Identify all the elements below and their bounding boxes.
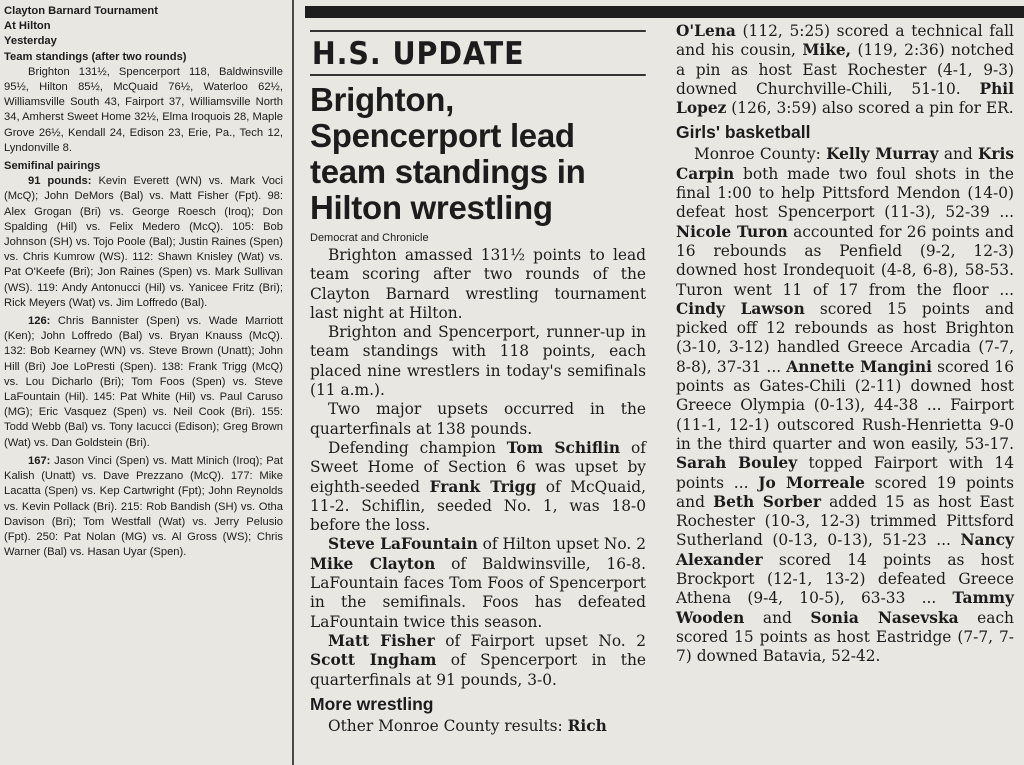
name-bold: Beth Sorber (713, 492, 821, 511)
section-bar (305, 6, 1024, 18)
subhead-more-wrestling: More wrestling (310, 693, 434, 714)
name-bold: Nicole Turon (676, 222, 788, 241)
name-bold: Mike Clayton (310, 554, 436, 573)
pairing-block (4, 454, 283, 560)
standings-title: Team standings (after two rounds) (4, 50, 187, 63)
section-kicker: H.S. UPDATE (310, 30, 646, 76)
name-bold: Rich (567, 716, 607, 735)
tournament-name: Clayton Barnard Tournament (4, 5, 158, 17)
article-body-continued (676, 22, 1014, 667)
column-divider (292, 0, 294, 765)
text-run: Defending champion (328, 438, 507, 457)
text-run: and (744, 608, 811, 627)
text-run: added 15 as host East Rochester (10-3, 12-3) trimmed Pittsford Sutherland (0-13, 0-13), 51-23 ... (676, 492, 1014, 550)
paragraph (676, 22, 1014, 118)
pairing-text: Chris Bannister (Spen) vs. Wade Marriott (Ken); John Loffredo (Bal) vs. Bryan Knauss (McQ). 132: Bob Kearney (WN) vs. Steve Brown (Unatt); John Hill (Bri) Joe LoPresti (Spen). 138: Frank Trigg (McQ) vs. Lou Dicharlo (Bri); Tom Foos (Spen) vs. Steve LaFountain (Hil). 145: Pat White (Hil) vs. Paul Caruso (MG); Eric Vasquez (Spen) vs. Neil Cook (Bri). 155: Todd Webb (Bal) vs. Tony Iacucci (Edison); Greg Brown (Wat) vs. Dan Goldstein (Bri). (4, 315, 283, 449)
text-run: each scored 15 points as host Eastridge (7-7, 7-7) downed Batavia, 52-42. (676, 608, 1014, 666)
text-run: scored 15 points and picked off 12 rebounds as host Brighton (3-10, 3-12) handled Greece Arcadia (7-7, 8-8), 37-31 ... (676, 299, 1014, 376)
text-run: of Spencerport in the quarterfinals at 91 pounds, 3-0. (310, 651, 647, 689)
name-bold: Kelly Murray (826, 145, 939, 164)
text-run: (112, 5:25) scored a technical fall and his cousin, (676, 22, 1014, 60)
paragraph (310, 717, 646, 736)
pairing-weight: 91 pounds: (28, 175, 92, 188)
text-run: accounted for 26 points and 16 rebounds as Penfield (9-2, 12-3) downed host Irondequoit (4-8, 6-8), 58-53. Turon went 11 of 17 from the floor ... (676, 222, 1015, 299)
text-run: and (938, 145, 978, 164)
text-run: (126, 3:59) also scored a pin for ER. (726, 99, 1014, 118)
name-bold: Scott Ingham (310, 651, 437, 670)
name-bold: Sonia Nasevska (810, 608, 959, 627)
pairing-weight: 167: (28, 454, 51, 467)
paragraph (310, 535, 646, 631)
text-run: Other Monroe County results: (328, 716, 568, 735)
paragraph: Brighton amassed 131½ points to lead team scoring after two rounds of the Clayton Barnard wrestling tournament last night at Hilton. (310, 246, 646, 322)
paragraph (310, 439, 646, 535)
text-run: of Baldwinsville, 16-8. LaFountain faces Tom Foos of Spencerport in the semifinals. Foos has defeated LaFountain twice this season. (310, 554, 646, 631)
basketball-paragraph (676, 145, 1014, 666)
text-run: both made two foul shots in the final 1:00 to help Pittsford Mendon (14-0) defeat host Spencerport (11-3), 52-39 ... (676, 164, 1014, 222)
name-bold: Kris Carpin (676, 145, 1014, 183)
name-bold: Frank Trigg (429, 477, 537, 496)
name-bold: Annette Mangini (786, 357, 932, 376)
article-continued-column (668, 22, 1020, 765)
name-bold: O'Lena (676, 22, 736, 40)
text-run: of Hilton upset No. 2 (477, 535, 646, 554)
pairing-block (4, 314, 283, 451)
pairing-block (4, 174, 283, 311)
name-bold: Nancy Alexander (676, 531, 1014, 569)
pairing-weight: 126: (28, 315, 51, 328)
paragraph: Two major upsets occurred in the quarterfinals at 138 pounds. (310, 400, 646, 438)
text-run: (119, 2:36) notched a pin as host East Rochester (4-1, 9-3) downed Churchville-Chili, 51-10. (676, 41, 1014, 98)
results-column (0, 0, 289, 765)
name-bold: Sarah Bouley (676, 454, 798, 473)
subhead-girls-basketball: Girls' basketball (676, 122, 811, 143)
name-bold: Phil Lopez (676, 79, 1014, 118)
tournament-date: Yesterday (4, 35, 57, 48)
name-bold: Mike, (802, 41, 852, 60)
pairing-text: Kevin Everett (WN) vs. Mark Voci (McQ); John DeMors (Bal) vs. Matt Fisher (Fpt). 98: Alex Grogan (Bri) vs. George Roesch (Iroq); Don Spalding (Hil) vs. Felix Medero (McQ). 105: Bob Johnson (SH) vs. Tojo Poole (Bal); Justin Raines (Spen) vs. Chris Kumrow (WS). 112: Shawn Knisley (Wat) vs. Pat O'Keefe (Bri); Jon Raines (Spen) vs. Mark Sullivan (WS). 119: Andy Antonucci (Hil) vs. Yanicee Fritz (Bri); Rick Meyers (Wat) vs. Jim Loffredo (Bal). (4, 175, 284, 309)
article-column (306, 22, 650, 765)
text-run: of Fairport upset No. 2 (434, 631, 646, 650)
text-run: scored 16 points as Gates-Chili (2-11) downed host Greece Olympia (0-13), 44-38 ... Fairport (11-1, 12-1) outscored Rush-Henrietta 9-0 in the third quarter and won easily, 53-17. (676, 357, 1014, 453)
text-run: scored 14 points as host Brockport (12-1, 13-2) defeated Greece Athena (9-4, 10-5), 63-33 ... (676, 550, 1014, 608)
text-run: scored 19 points and (676, 473, 1015, 511)
name-bold: Jo Morreale (758, 473, 865, 492)
text-run: Monroe County: (694, 145, 827, 164)
paragraph (310, 632, 646, 690)
text-run: topped Fairport with 14 points ... (676, 454, 1014, 492)
article-credit: Democrat and Chronicle (310, 232, 429, 244)
article-body (310, 246, 646, 736)
article-headline: Brighton, Spencerport lead team standings in Hilton wrestling (310, 81, 586, 226)
name-bold: Tom Schiflin (506, 438, 621, 457)
name-bold: Steve LaFountain (328, 535, 478, 554)
paragraph: Brighton and Spencerport, runner-up in team standings with 118 points, each placed nine wrestlers in today's semifinals (11 a.m.). (310, 323, 646, 400)
pairing-text: Jason Vinci (Spen) vs. Matt Minich (Iroq); Pat Kalish (Unatt) vs. Dave Prezzano (McQ). 177: Mike Lacatta (Spen) vs. Kep Cartwright (Fpt); John Reynolds vs. Kevin Pollack (Bri). 215: Rob Bandish (SH) vs. Otha Davison (Bri); Tom Westfall (Wat) vs. Jerry Pelusio (Fpt). 250: Pat Nolan (MG) vs. Al Gross (WS); Chris Warner (Bal) vs. Hasan Uyar (Spen). (4, 454, 283, 559)
semis-title: Semifinal pairings (4, 160, 101, 173)
tournament-location: At Hilton (4, 20, 51, 33)
name-bold: Cindy Lawson (676, 299, 805, 318)
text-run: of Sweet Home of Section 6 was upset by eighth-seeded (310, 438, 646, 496)
text-run: of McQuaid, 11-2. Schiflin, seeded No. 1, was 18-0 before the loss. (310, 477, 646, 535)
standings-text: Brighton 131½, Spencerport 118, Baldwinsville 95½, Hilton 85½, McQuaid 76½, Waterloo 62½, Williamsville South 43, Fairport 37, Williamsville North 34, Amherst Sweet Home 32½, Elma Iroquois 28, Maple Grove 26½, Kendall 24, Edison 23, Erie, Pa., Tech 12, Lyndonville 8. (4, 65, 283, 154)
name-bold: Matt Fisher (328, 631, 435, 650)
name-bold: Tammy Wooden (676, 589, 1014, 627)
